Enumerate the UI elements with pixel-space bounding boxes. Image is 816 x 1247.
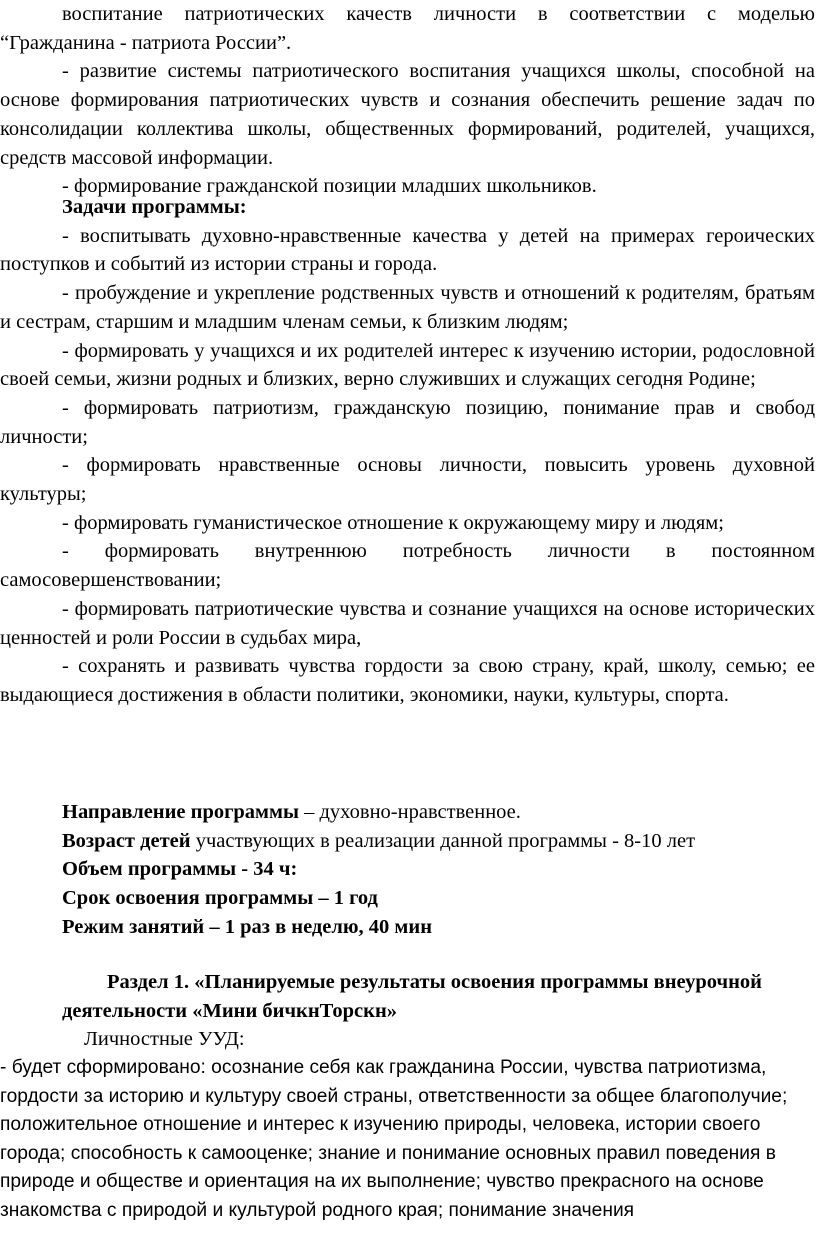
- task-item: - формировать патриотические чувства и сознание учащихся на основе исторических ценностей и роли России в судьбах мира,: [0, 597, 815, 649]
- direction-value: – духовно-нравственное.: [299, 801, 521, 823]
- tasks-block: [0, 193, 815, 710]
- term-line: Срок освоения программы – 1 год: [62, 887, 378, 910]
- task-item: - формировать гуманистическое отношение к окружающему миру и людям;: [62, 511, 724, 534]
- direction-label: Направление программы: [62, 801, 299, 823]
- task-item: - формировать патриотизм, гражданскую позицию, понимание прав и свобод личности;: [0, 396, 815, 448]
- age-label: Возраст детей: [62, 829, 191, 852]
- age-value: участвующих в реализации данной программы - 8-10 лет: [190, 829, 696, 852]
- section-body: - будет сформировано: осознание себя как гражданина России, чувства патриотизма, гордости за историю и культуру своей страны, ответственности за общее благополучие; положительное отношение и интерес к изучению природы, человека, истории своего города; способность к самооценке; знание и понимание основных правил поведения в природе и обществе и ориентация на их выполнение; чувство прекрасного на основе знакомства с природой и культурой родного края; понимание значения: [0, 1057, 788, 1222]
- task-item: - формировать нравственные основы личности, повысить уровень духовной культуры;: [0, 454, 815, 506]
- task-item: - формировать внутреннюю потребность личности в постоянном самосовершенствовании;: [0, 540, 815, 592]
- task-item: - воспитывать духовно-нравственные качества у детей на примерах героических поступков и событий из истории страны и города.: [0, 224, 815, 276]
- intro-block: [0, 0, 815, 201]
- task-item: - формировать у учащихся и их родителей интерес к изучению истории, родословной своей семьи, жизни родных и близких, верно служивших и служащих сегодня Родине;: [0, 339, 815, 391]
- tasks-heading: Задачи программы:: [62, 196, 247, 218]
- section-heading: Раздел 1. «Планируемые результаты освоения программы внеурочной деятельности «Мини бичкнТорскн»: [62, 971, 762, 1022]
- mode-line: Режим занятий – 1 раз в неделю, 40 мин: [62, 915, 433, 938]
- direction-line: [0, 798, 815, 827]
- goal-development-paragraph: - развитие системы патриотического воспитания учащихся школы, способной на основе формирования патриотических чувств и сознания обеспечить решение задач по консолидации коллектива школы, общественных формирований, родителей, учащихся, средств массовой информации.: [0, 60, 815, 169]
- goal-civic-paragraph: - формирование гражданской позиции младших школьников.: [62, 175, 597, 198]
- age-line: [0, 827, 815, 856]
- section-subheading: Личностные УУД:: [84, 1028, 245, 1051]
- task-item: - сохранять и развивать чувства гордости за свою страну, край, школу, семью; ее выдающиеся достижения в области политики, экономики, науки, культуры, спорта.: [0, 655, 815, 706]
- program-params: [0, 798, 815, 942]
- goal-paragraph: воспитание патриотических качеств личности в соответствии с моделью “Гражданина - патриота России”.: [0, 3, 815, 54]
- volume-line: Объем программы - 34 ч:: [62, 858, 298, 881]
- section-1: [0, 968, 815, 1226]
- task-item: - пробуждение и укрепление родственных чувств и отношений к родителям, братьям и сестрам, старшим и младшим членам семьи, к близким людям;: [0, 282, 815, 333]
